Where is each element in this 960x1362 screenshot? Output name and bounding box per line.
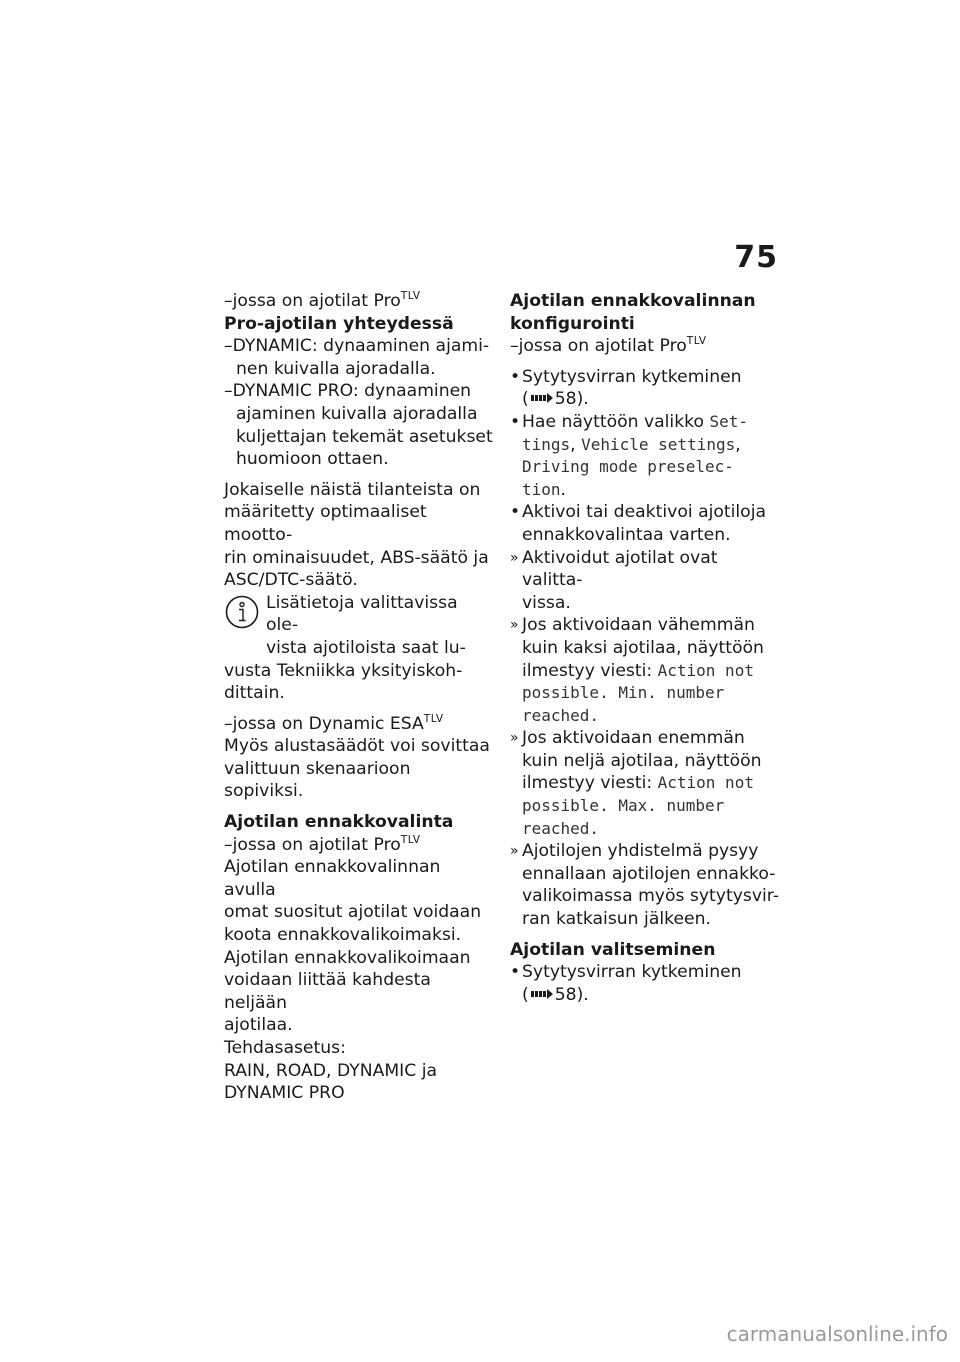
info-icon	[224, 594, 260, 630]
page-number: 75	[734, 240, 778, 275]
bullet-item: • Sytytysvirran kytkeminen ( 58).	[510, 366, 780, 411]
info-note: Lisätietoja valittavissa ole- vista ajotiloista saat lu- vusta Tekniikka yksityiskoh- dittain.	[224, 592, 466, 704]
section-heading: Ajotilan valitseminen	[510, 939, 716, 960]
arrow-right-icon	[531, 393, 553, 403]
result-item: » Aktivoidut ajotilat ovat valitta- vissa.	[510, 547, 780, 615]
paragraph: Myös alustasäädöt voi sovittaa valittuun skenaarioon sopiviksi.	[224, 736, 490, 802]
result-item: » Jos aktivoidaan enemmän kuin neljä ajotilaa, näyttöön ilmestyy viesti: Action not possible. Max. number reached.	[510, 727, 780, 840]
dash-item: –DYNAMIC PRO: dynaaminen ajaminen kuivalla ajoradalla kuljettajan tekemät asetukset huomioon ottaen.	[224, 381, 493, 470]
bullet-item: • Hae näyttöön valikko Set- tings, Vehicle settings, Driving mode preselec- tion.	[510, 411, 780, 501]
dash-item: –DYNAMIC: dynaaminen ajami- nen kuivalla ajoradalla.	[224, 336, 490, 379]
condition-line: –jossa on ajotilat Pro$^{TLV}$	[224, 290, 421, 311]
condition-line: –jossa on ajotilat Pro$^{TLV}$	[510, 335, 707, 357]
section-heading: Ajotilan ennakkovalinnan konfigurointi	[510, 291, 756, 334]
condition-line: –jossa on ajotilat Pro$^{TLV}$	[224, 833, 421, 855]
watermark: carmanualsonline.info	[726, 1322, 948, 1346]
result-item: » Ajotilojen yhdistelmä pysyy ennallaan ajotilojen ennakko- valikoimassa myös sytytysvir- ran katkaisun jälkeen.	[510, 840, 780, 930]
section-heading: Ajotilan ennakkovalinta	[224, 812, 454, 833]
result-item: » Jos aktivoidaan vähemmän kuin kaksi ajotilaa, näyttöön ilmestyy viesti: Action not possible. Min. number reached.	[510, 614, 780, 727]
bullet-item: • Sytytysvirran kytkeminen ( 58).	[510, 961, 780, 1006]
default-setting: Tehdasasetus: RAIN, ROAD, DYNAMIC ja DYNAMIC PRO	[224, 1038, 438, 1104]
condition-line: –jossa on Dynamic $ESA^{TLV}$	[224, 712, 444, 734]
paragraph: Ajotilan ennakkovalinnan avulla omat suositut ajotilat voidaan koota ennakkovalikoimaksi. Ajotilan ennakkovalikoimaan voidaan liittää kahdesta neljään ajotilaa.	[224, 857, 482, 1036]
paragraph: Jokaiselle näistä tilanteista on määritetty optimaaliset mootto- rin ominaisuudet, ABS-säätö ja ASC/DTC-säätö.	[224, 479, 489, 591]
left-column	[224, 290, 494, 1105]
right-column	[510, 290, 780, 1006]
arrow-right-icon	[531, 989, 553, 999]
bullet-item: • Aktivoi tai deaktivoi ajotiloja ennakkovalintaa varten.	[510, 501, 780, 546]
section-heading: Pro-ajotilan yhteydessä	[224, 313, 454, 334]
